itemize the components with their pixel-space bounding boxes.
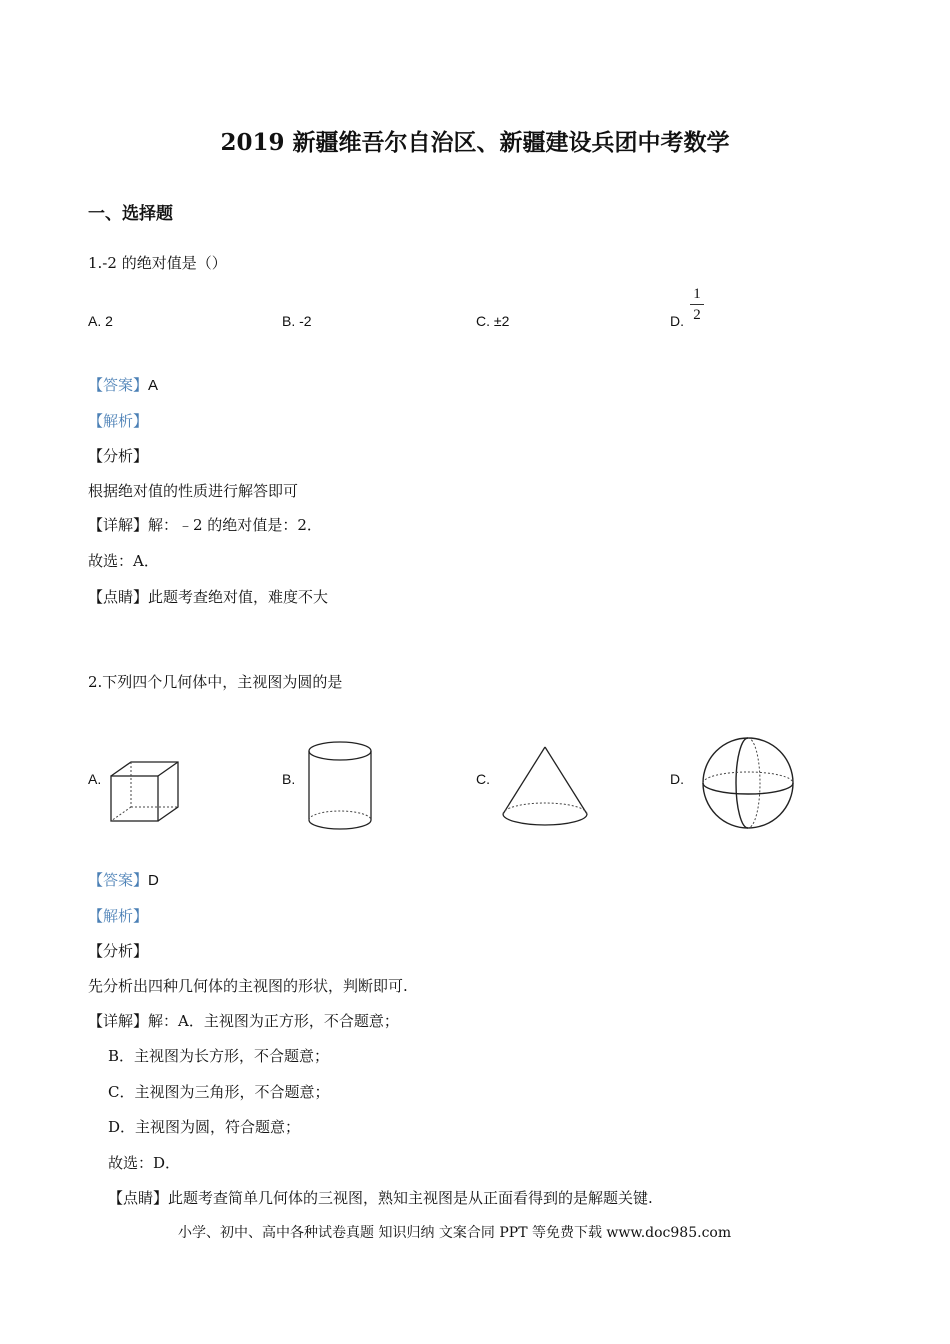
fraction-denominator: 2 [693,307,701,323]
question-1: 1.-2 的绝对值是（） [88,254,227,272]
fraction-numerator: 1 [693,286,701,302]
answer-tag: 【答案】 [88,376,149,394]
q2-detail-d: D．主视图为圆，符合题意； [108,1118,301,1136]
page-title: 2019 新疆维吾尔自治区、新疆建设兵团中考数学 [220,129,730,156]
q2-answer [88,869,159,890]
q2-choice: 故选：D． [108,1154,181,1172]
q1-option-b: B. -2 [282,313,312,329]
q1-answer [88,374,158,395]
page-footer: 小学、初中、高中各种试卷真题 知识归纳 文案合同 PPT 等免费下载 www.doc985.com [178,1225,732,1241]
question-2: 2.下列四个几何体中，主视图为圆的是 [88,673,343,691]
q1-fenxi-text: 根据绝对值的性质进行解答即可 [88,482,299,500]
q2-detail-b: B．主视图为长方形，不合题意； [108,1047,330,1065]
q2-detail-c: C．主视图为三角形，不合题意； [108,1083,330,1101]
cube-icon [108,758,183,826]
section-heading: 一、选择题 [88,204,173,224]
q1-comment: 【点睛】此题考查绝对值，难度不大 [88,588,329,606]
fraction-bar [690,304,704,305]
q2-comment: 【点睛】此题考查简单几何体的三视图，熟知主视图是从正面看得到的是解题关键. [108,1189,653,1207]
q1-option-d-label: D. [670,313,684,329]
q2-analysis-tag: 【解析】 [88,907,149,925]
q1-choice: 故选：A． [88,552,159,570]
q1-option-d-fraction [690,286,704,323]
answer-value: A [148,377,159,394]
q1-option-a: A. 2 [88,313,113,329]
q1-detail: 【详解】解：﹣2 的绝对值是：2． [88,516,322,534]
q2-fenxi-tag: 【分析】 [88,942,149,960]
q2-option-d: D. [670,771,684,787]
q1-option-c: C. ±2 [476,313,510,329]
sphere-icon [698,734,798,832]
q2-fenxi-text: 先分析出四种几何体的主视图的形状，判断即可. [88,977,408,995]
q2-option-c: C. [476,771,490,787]
q2-detail: 【详解】解：A．主视图为正方形，不合题意； [88,1012,399,1030]
cylinder-icon [304,738,376,834]
cone-icon [497,744,593,830]
q1-fenxi-tag: 【分析】 [88,447,149,465]
answer-tag: 【答案】 [88,871,149,889]
q1-analysis-tag: 【解析】 [88,412,149,430]
answer-value: D [148,872,159,889]
q2-option-b: B. [282,771,296,787]
q2-option-a: A. [88,771,102,787]
